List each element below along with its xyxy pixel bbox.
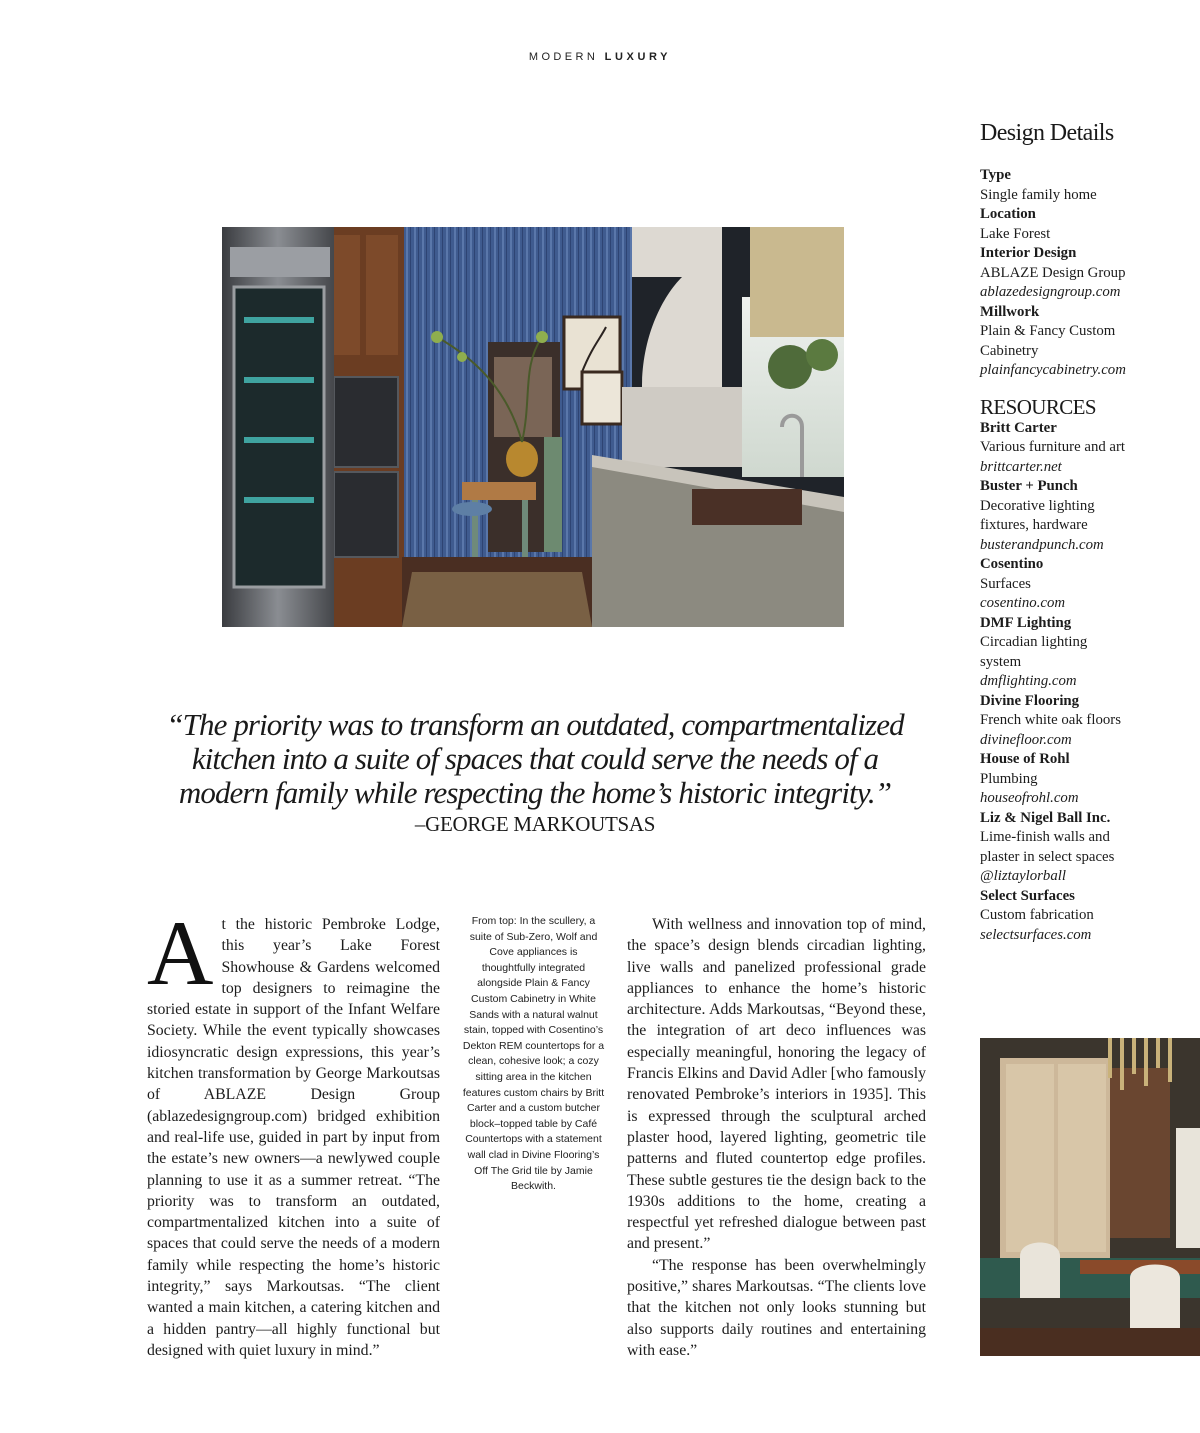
kitchen-photo	[222, 227, 844, 627]
resource-website: houseofrohl.com	[980, 790, 1079, 806]
pull-quote: “The priority was to transform an outdated, compartmentalized kitchen into a suite of spaces that could serve the needs of a modern family while respecting the home’s historic integrity.”	[166, 707, 904, 810]
article-column-3	[627, 914, 926, 1361]
article-col3-paragraph-1: With wellness and innovation top of mind, the space’s design blends circadian lighting, live walls and panelized professional grade appliances to enhance the home’s historic architecture. Adds Markoutsas, “Beyond these, the integration of art deco influences was especially meaningful, honoring the legacy of Francis Elkins and David Adler [who famously renovated Pembroke’s interiors in 1935]. This is expressed through the sculptural arched plaster hood, layered lighting, geometric tile patterns and fluted countertop edge profiles. These subtle gestures tie the design back to the 1930s additions to the home, creating a respectful yet refreshed dialogue between past and present.”	[627, 916, 926, 1253]
resource-website: brittcarter.net	[980, 458, 1062, 475]
resource-label: Select Surfaces	[980, 887, 1075, 904]
resource-description: Plumbing	[980, 770, 1038, 787]
resource-label: Cosentino	[980, 556, 1044, 572]
detail-website: ablazedesigngroup.com	[980, 284, 1121, 300]
resources-list	[980, 419, 1200, 946]
resource-description: Various furniture and art	[980, 439, 1126, 455]
resource-description: Lime-finish walls and	[980, 829, 1110, 845]
article-col3-paragraph-2: “The response has been overwhelmingly positive,” shares Markoutsas. “The clients love that the kitchen not only looks stunning but also supports daily routines and entertaining with ease.”	[627, 1256, 926, 1359]
detail-label: Type	[980, 167, 1011, 183]
sitting-area-photo-illustration	[980, 1038, 1200, 1356]
detail-description: ABLAZE Design Group	[980, 264, 1126, 281]
detail-website: plainfancycabinetry.com	[980, 362, 1126, 378]
resource-website: dmflighting.com	[980, 673, 1077, 689]
resource-description: Surfaces	[980, 575, 1031, 592]
resource-description: French white oak floors	[980, 712, 1121, 728]
resource-website: @liztaylorball	[980, 868, 1066, 884]
resource-website: divinefloor.com	[980, 731, 1072, 748]
detail-description: Lake Forest	[980, 225, 1051, 242]
kitchen-photo-illustration	[222, 227, 844, 627]
resource-description: plaster in select spaces	[980, 848, 1115, 865]
detail-label: Location	[980, 206, 1036, 222]
masthead	[0, 51, 1200, 63]
article-col1-paragraph: t the historic Pembroke Lodge, this year’s Lake Forest Showhouse & Gardens welcomed top designers to reimagine the storied estate in support of the Infant Welfare Society. While the event typically showcases idiosyncratic design expressions, this year’s kitchen transformation by George Markoutsas of ABLAZE Design Group (ablazedesigngroup.com) bridged exhibition and real-life use, guided in part by input from the estate’s new owners—a newlywed couple planning to use it as a summer retreat. “The priority was to transform an outdated, compartmentalized kitchen into a suite of spaces that could serve the needs of a modern family while respecting the home’s historic integrity,” says Markoutsas. “The client wanted a main kitchen, a catering kitchen and a hidden pantry—all highly functional but designed with quiet luxury in mind.”	[147, 916, 440, 1359]
sidebar-title: Design Details	[980, 120, 1114, 146]
resource-description: Decorative lighting	[980, 497, 1095, 514]
detail-description: Cabinetry	[980, 342, 1039, 359]
article-column-1	[147, 902, 440, 1361]
photo-caption: From top: In the scullery, a suite of Sub-Zero, Wolf and Cove appliances is thoughtfully integrated alongside Plain & Fancy Custom Cabinetry in White Sands with a natural walnut stain, topped with Cosentino’s Dekton REM countertops for a clean, cohesive look; a cozy sitting area in the kitchen features custom chairs by Britt Carter and a custom butcher block–topped table by Café Countertops with a statement wall clad in Divine Flooring’s Off The Grid tile by Jamie Beckwith.	[462, 915, 605, 1193]
resource-label: Buster + Punch	[980, 478, 1078, 494]
detail-description: Single family home	[980, 186, 1097, 203]
resource-description: Custom fabrication	[980, 907, 1094, 923]
detail-label: Millwork	[980, 303, 1040, 320]
sitting-area-photo	[980, 1038, 1200, 1356]
detail-description: Plain & Fancy Custom	[980, 323, 1116, 339]
drop-cap: A	[147, 902, 214, 1004]
resource-label: House of Rohl	[980, 751, 1070, 767]
pull-quote-attribution: –GEORGE MARKOUTSAS	[414, 812, 656, 836]
resource-label: Britt Carter	[980, 419, 1057, 436]
resource-description: fixtures, hardware	[980, 517, 1088, 533]
resource-website: busterandpunch.com	[980, 536, 1104, 553]
resource-website: selectsurfaces.com	[980, 926, 1092, 943]
detail-label: Interior Design	[980, 245, 1077, 261]
resource-label: Divine Flooring	[980, 692, 1080, 709]
resource-website: cosentino.com	[980, 595, 1066, 611]
resource-label: Liz & Nigel Ball Inc.	[980, 809, 1111, 826]
resource-description: Circadian lighting	[980, 634, 1088, 650]
details-list	[980, 166, 1200, 381]
masthead-bold: LUXURY	[604, 51, 672, 63]
resource-label: DMF Lighting	[980, 614, 1072, 631]
resource-description: system	[980, 653, 1022, 670]
resources-heading: RESOURCES	[980, 394, 1096, 419]
masthead-light: MODERN	[528, 51, 599, 63]
design-details-sidebar	[980, 118, 1200, 945]
